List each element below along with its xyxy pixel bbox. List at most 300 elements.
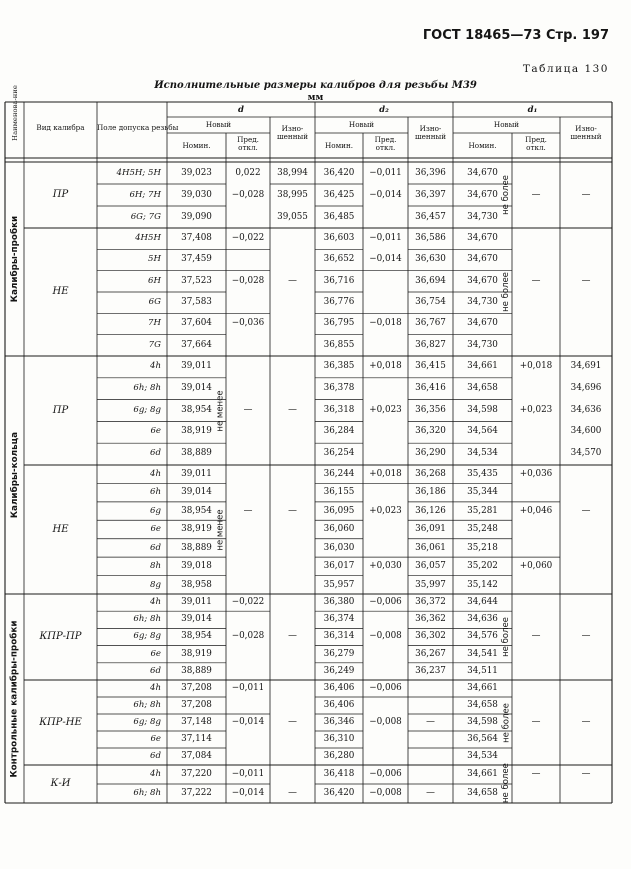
value-cell: [226, 206, 270, 228]
value-cell: 36,302: [415, 631, 446, 642]
value-cell: 36,280: [323, 751, 355, 761]
value-cell: 36,603: [323, 233, 355, 243]
value-cell: 39,011: [181, 597, 212, 607]
value-cell: 35,142: [467, 579, 498, 590]
value-cell: —: [531, 190, 541, 200]
value-cell: 34,670: [467, 318, 498, 329]
kind-label: ПР: [52, 405, 69, 416]
value-cell: [226, 539, 270, 557]
value-cell: [226, 576, 270, 594]
value-cell: [270, 646, 315, 663]
value-cell: 36,318: [323, 404, 355, 415]
value-cell: 34,730: [467, 339, 498, 350]
value-cell: [512, 663, 560, 680]
col-d1-pred-header: Пред. откл.: [525, 135, 547, 152]
value-cell: 36,356: [415, 404, 446, 415]
value-cell: [226, 378, 270, 400]
tol-cell: 6d: [150, 665, 161, 676]
value-cell: −0,008: [369, 717, 402, 727]
value-cell: 38,889: [181, 665, 212, 676]
value-cell: 35,281: [467, 505, 498, 516]
value-cell: +0,023: [369, 404, 402, 415]
value-cell: [270, 443, 315, 465]
value-cell: [363, 731, 408, 748]
value-cell: [560, 483, 612, 501]
value-cell: [560, 465, 612, 483]
value-cell: 38,958: [181, 579, 212, 590]
col-d-header: d: [238, 105, 244, 115]
value-cell: 36,378: [323, 382, 355, 393]
col-d-new-header: Новый: [205, 120, 232, 129]
value-cell: [226, 335, 270, 356]
tol-cell: 6Н: [148, 275, 161, 286]
value-cell: 37,583: [181, 297, 212, 307]
value-cell: —: [243, 505, 253, 516]
value-cell: —: [288, 505, 297, 516]
value-cell: [270, 421, 315, 443]
value-cell: +0,060: [519, 561, 553, 572]
value-cell: [560, 162, 612, 184]
value-cell: [270, 335, 315, 356]
value-cell: 36,586: [415, 233, 446, 243]
col-kind-header: Вид калибра: [36, 123, 85, 132]
value-cell: −0,008: [369, 631, 402, 642]
value-cell: −0,018: [369, 318, 402, 329]
value-cell: 38,994: [277, 168, 308, 178]
value-cell: —: [531, 631, 541, 642]
value-cell: [270, 465, 315, 483]
value-cell: −0,006: [369, 769, 402, 779]
tol-cell: 6G; 7G: [130, 212, 161, 222]
value-cell: 35,435: [467, 469, 498, 479]
value-cell: 37,084: [181, 751, 212, 761]
value-cell: 39,018: [181, 561, 212, 572]
value-cell: 36,716: [323, 275, 355, 286]
value-cell: 34,600: [570, 426, 602, 437]
value-cell: —: [581, 769, 591, 779]
value-cell: 36,457: [415, 212, 446, 222]
value-cell: 36,095: [323, 505, 355, 516]
value-cell: 34,670: [467, 190, 498, 200]
value-cell: −0,014: [231, 717, 265, 727]
col-name-header: Наименова-ние: [11, 85, 19, 141]
value-cell: [512, 421, 560, 443]
value-cell: [560, 520, 612, 538]
value-cell: [560, 611, 612, 628]
value-cell: [512, 594, 560, 611]
tol-cell: 4h: [149, 469, 161, 479]
value-cell: [270, 576, 315, 594]
table-title: Исполнительные размеры калибров для резьбы М39: [154, 80, 477, 91]
value-cell: 34,564: [467, 426, 498, 437]
tol-cell: 6g; 8g: [133, 404, 161, 415]
value-cell: 36,795: [323, 318, 355, 329]
tol-cell: 6g; 8g: [133, 631, 161, 642]
value-cell: −0,008: [369, 788, 402, 798]
value-cell: 36,320: [415, 426, 446, 437]
col-d2-new-header: Новый: [348, 120, 375, 129]
value-cell: 36,827: [415, 339, 446, 350]
value-cell: −0,006: [369, 597, 402, 607]
value-cell: [226, 748, 270, 765]
value-cell: [408, 731, 453, 748]
value-cell: 39,011: [181, 361, 212, 371]
value-cell: 37,408: [181, 233, 212, 243]
value-cell: [363, 576, 408, 594]
value-cell: —: [288, 275, 297, 286]
value-cell: [363, 748, 408, 765]
value-cell: [560, 731, 612, 748]
page-header: ГОСТ 18465—73 Стр. 197: [422, 28, 609, 43]
value-cell: 35,957: [323, 579, 355, 590]
tol-cell: 4Н5Н; 5Н: [116, 168, 161, 178]
limit-note: не менее: [215, 389, 225, 432]
value-cell: +0,018: [369, 361, 402, 371]
value-cell: 35,248: [467, 524, 498, 535]
value-cell: 36,237: [415, 665, 446, 676]
value-cell: +0,046: [519, 505, 553, 516]
value-cell: 36,406: [323, 700, 355, 710]
value-cell: 36,420: [323, 168, 355, 178]
value-cell: [512, 206, 560, 228]
value-cell: [270, 680, 315, 697]
value-cell: —: [243, 404, 253, 415]
value-cell: [363, 611, 408, 628]
value-cell: [363, 539, 408, 557]
value-cell: −0,011: [231, 769, 265, 779]
value-cell: [270, 731, 315, 748]
value-cell: 35,218: [467, 542, 498, 553]
value-cell: [560, 539, 612, 557]
tol-cell: 6е: [150, 524, 161, 535]
value-cell: 36,268: [415, 469, 446, 479]
value-cell: [512, 378, 560, 400]
value-cell: [226, 520, 270, 538]
tol-cell: 6е: [150, 648, 161, 659]
value-cell: —: [581, 631, 591, 642]
value-cell: [270, 697, 315, 714]
col-tol-header: Поле допуска резьбы: [97, 123, 179, 132]
kind-label: НЕ: [52, 286, 69, 297]
value-cell: 34,636: [467, 614, 498, 625]
value-cell: [363, 697, 408, 714]
table-label: Таблица 130: [522, 63, 609, 75]
value-cell: [226, 356, 270, 378]
value-cell: +0,030: [369, 561, 402, 572]
value-cell: [512, 483, 560, 501]
value-cell: 37,604: [181, 318, 212, 329]
value-cell: [270, 611, 315, 628]
value-cell: [408, 748, 453, 765]
value-cell: [363, 646, 408, 663]
value-cell: −0,022: [231, 233, 265, 243]
value-cell: [226, 611, 270, 628]
value-cell: 34,541: [467, 648, 498, 659]
value-cell: +0,023: [369, 505, 402, 516]
value-cell: 34,644: [467, 597, 498, 607]
value-cell: 36,485: [323, 212, 355, 222]
value-cell: [512, 784, 560, 803]
tol-cell: 6g: [150, 505, 161, 516]
value-cell: 36,380: [323, 597, 355, 607]
value-cell: [270, 663, 315, 680]
tol-cell: 6h; 8h: [133, 700, 161, 710]
tol-cell: 6Н; 7Н: [129, 190, 161, 200]
value-cell: 34,696: [570, 382, 602, 393]
value-cell: 38,954: [181, 505, 212, 516]
value-cell: 38,919: [181, 648, 212, 659]
tol-cell: 4h: [149, 361, 161, 371]
tol-cell: 6h; 8h: [133, 382, 161, 393]
value-cell: [226, 697, 270, 714]
value-cell: 37,222: [181, 788, 212, 798]
value-cell: 34,534: [467, 448, 498, 459]
value-cell: —: [581, 505, 591, 516]
value-cell: −0,022: [231, 597, 265, 607]
limit-note: не менее: [215, 508, 225, 551]
value-cell: +0,036: [519, 469, 553, 479]
value-cell: 36,767: [415, 318, 446, 329]
value-cell: [363, 335, 408, 356]
tol-cell: 6d: [150, 542, 161, 553]
value-cell: [270, 313, 315, 334]
kind-label: К-И: [50, 778, 71, 789]
value-cell: [226, 465, 270, 483]
value-cell: [408, 680, 453, 697]
value-cell: 39,090: [181, 212, 212, 222]
value-cell: +0,018: [369, 469, 402, 479]
value-cell: [363, 520, 408, 538]
limit-note: не более: [501, 272, 511, 312]
side-label: Калибры-кольца: [9, 431, 20, 519]
value-cell: [560, 697, 612, 714]
value-cell: 36,420: [323, 788, 355, 798]
value-cell: [363, 271, 408, 292]
value-cell: 39,055: [277, 212, 308, 222]
value-cell: [512, 313, 560, 334]
tol-cell: 7G: [148, 339, 161, 350]
value-cell: [560, 335, 612, 356]
value-cell: 36,284: [323, 426, 355, 437]
value-cell: —: [288, 631, 297, 642]
value-cell: 34,658: [467, 700, 498, 710]
value-cell: [270, 748, 315, 765]
col-d1-worn-header: Изно-шенный: [570, 124, 602, 141]
value-cell: 36,186: [415, 487, 446, 498]
value-cell: 36,310: [323, 734, 355, 744]
value-cell: −0,011: [369, 233, 402, 243]
value-cell: 36,630: [415, 254, 446, 265]
side-label: Калибры-пробки: [9, 215, 20, 303]
value-cell: 34,570: [570, 448, 602, 459]
limit-note: не более: [501, 702, 511, 743]
value-cell: [512, 520, 560, 538]
value-cell: [270, 557, 315, 575]
value-cell: 36,346: [323, 717, 355, 727]
value-cell: 35,202: [467, 561, 498, 572]
value-cell: 36,061: [415, 542, 446, 553]
value-cell: 36,754: [415, 297, 446, 307]
value-cell: 34,670: [467, 275, 498, 286]
value-cell: 34,658: [467, 788, 498, 798]
value-cell: 37,148: [181, 717, 212, 727]
value-cell: 36,279: [323, 648, 355, 659]
value-cell: 36,017: [323, 561, 355, 572]
value-cell: 35,997: [415, 579, 446, 590]
value-cell: [560, 784, 612, 803]
value-cell: [226, 249, 270, 270]
value-cell: −0,014: [369, 190, 402, 200]
value-cell: −0,014: [369, 254, 402, 265]
col-d1-new-header: Новый: [493, 120, 520, 129]
value-cell: +0,023: [519, 404, 553, 415]
value-cell: 39,014: [181, 614, 212, 625]
col-d2-worn-header: Изно-шенный: [414, 124, 447, 141]
value-cell: [512, 162, 560, 184]
tol-cell: 4h: [149, 683, 161, 693]
value-cell: 37,114: [181, 734, 212, 744]
value-cell: [512, 731, 560, 748]
col-d2-nom-header: Номин.: [324, 141, 354, 150]
tol-cell: 6h: [149, 487, 161, 498]
value-cell: 38,889: [181, 542, 212, 553]
value-cell: [226, 421, 270, 443]
value-cell: −0,028: [231, 275, 265, 286]
value-cell: 36,254: [323, 448, 355, 459]
value-cell: —: [288, 717, 297, 727]
value-cell: [512, 646, 560, 663]
value-cell: −0,011: [369, 168, 402, 178]
value-cell: [560, 249, 612, 270]
value-cell: 36,244: [323, 469, 355, 479]
value-cell: 36,267: [415, 648, 446, 659]
tol-cell: 6е: [150, 426, 161, 437]
value-cell: 34,534: [467, 751, 498, 761]
value-cell: 36,126: [415, 505, 446, 516]
value-cell: 36,362: [415, 614, 446, 625]
value-cell: 39,011: [181, 469, 212, 479]
value-cell: 36,415: [415, 361, 446, 371]
value-cell: −0,036: [231, 318, 265, 329]
value-cell: [270, 520, 315, 538]
value-cell: —: [288, 404, 297, 415]
value-cell: [226, 292, 270, 313]
value-cell: [560, 228, 612, 249]
tol-cell: 6d: [150, 448, 161, 459]
tol-cell: 5Н: [148, 254, 161, 265]
value-cell: [363, 378, 408, 400]
kind-label: ПР: [52, 189, 69, 200]
value-cell: −0,028: [231, 631, 265, 642]
value-cell: 36,060: [323, 524, 355, 535]
value-cell: —: [531, 275, 541, 286]
value-cell: 36,396: [415, 168, 446, 178]
value-cell: [560, 663, 612, 680]
value-cell: −0,028: [231, 190, 265, 200]
value-cell: 37,208: [181, 700, 212, 710]
value-cell: 36,057: [415, 561, 446, 572]
value-cell: −0,011: [231, 683, 265, 693]
value-cell: [560, 680, 612, 697]
limit-note: не более: [501, 175, 511, 215]
value-cell: [226, 483, 270, 501]
value-cell: [270, 378, 315, 400]
table-unit: мм: [307, 93, 324, 103]
value-cell: [512, 249, 560, 270]
value-cell: 34,691: [570, 361, 602, 371]
value-cell: 36,290: [415, 448, 446, 459]
value-cell: 34,661: [467, 769, 498, 779]
value-cell: 38,889: [181, 448, 212, 459]
value-cell: [270, 765, 315, 784]
value-cell: [270, 539, 315, 557]
value-cell: —: [288, 788, 297, 798]
value-cell: —: [581, 717, 591, 727]
value-cell: [512, 228, 560, 249]
side-label: Контрольные калибры-пробки: [9, 619, 20, 778]
value-cell: 39,030: [181, 190, 212, 200]
value-cell: [270, 228, 315, 249]
value-cell: 34,598: [467, 404, 498, 415]
value-cell: [512, 697, 560, 714]
value-cell: [270, 249, 315, 270]
value-cell: [226, 731, 270, 748]
value-cell: 36,406: [323, 683, 355, 693]
col-d2-pred-header: Пред. откл.: [374, 135, 397, 152]
tol-cell: 6G: [148, 297, 161, 307]
kind-label: КПР-НЕ: [39, 717, 82, 728]
value-cell: [363, 292, 408, 313]
value-cell: 36,249: [323, 665, 355, 676]
value-cell: 36,416: [415, 382, 446, 393]
value-cell: [363, 206, 408, 228]
value-cell: [560, 594, 612, 611]
kind-label: КПР-ПР: [39, 631, 82, 642]
value-cell: 37,664: [181, 339, 212, 350]
value-cell: [560, 557, 612, 575]
value-cell: 36,652: [323, 254, 355, 265]
value-cell: [560, 748, 612, 765]
limit-note: не более: [501, 617, 511, 657]
value-cell: 35,344: [467, 487, 498, 498]
col-d1-header: d₁: [527, 105, 538, 115]
value-cell: 37,208: [181, 683, 212, 693]
tol-cell: 8g: [150, 579, 161, 590]
value-cell: [408, 697, 453, 714]
value-cell: [560, 576, 612, 594]
value-cell: —: [531, 769, 541, 779]
value-cell: —: [581, 275, 591, 286]
value-cell: 38,919: [181, 426, 212, 437]
value-cell: 36,397: [415, 190, 446, 200]
value-cell: [270, 356, 315, 378]
value-cell: 38,954: [181, 631, 212, 642]
value-cell: 0,022: [235, 168, 261, 178]
value-cell: [226, 557, 270, 575]
value-cell: [226, 663, 270, 680]
value-cell: [226, 646, 270, 663]
limit-note: не более: [501, 763, 511, 803]
value-cell: 34,598: [467, 717, 498, 727]
value-cell: [363, 483, 408, 501]
value-cell: 36,564: [467, 734, 498, 744]
value-cell: [512, 748, 560, 765]
col-d-worn-header: Изно-шенный: [276, 124, 309, 141]
value-cell: 34,576: [467, 631, 498, 642]
tol-cell: 6d: [150, 751, 161, 761]
value-cell: 37,459: [181, 254, 212, 265]
value-cell: 34,730: [467, 212, 498, 222]
